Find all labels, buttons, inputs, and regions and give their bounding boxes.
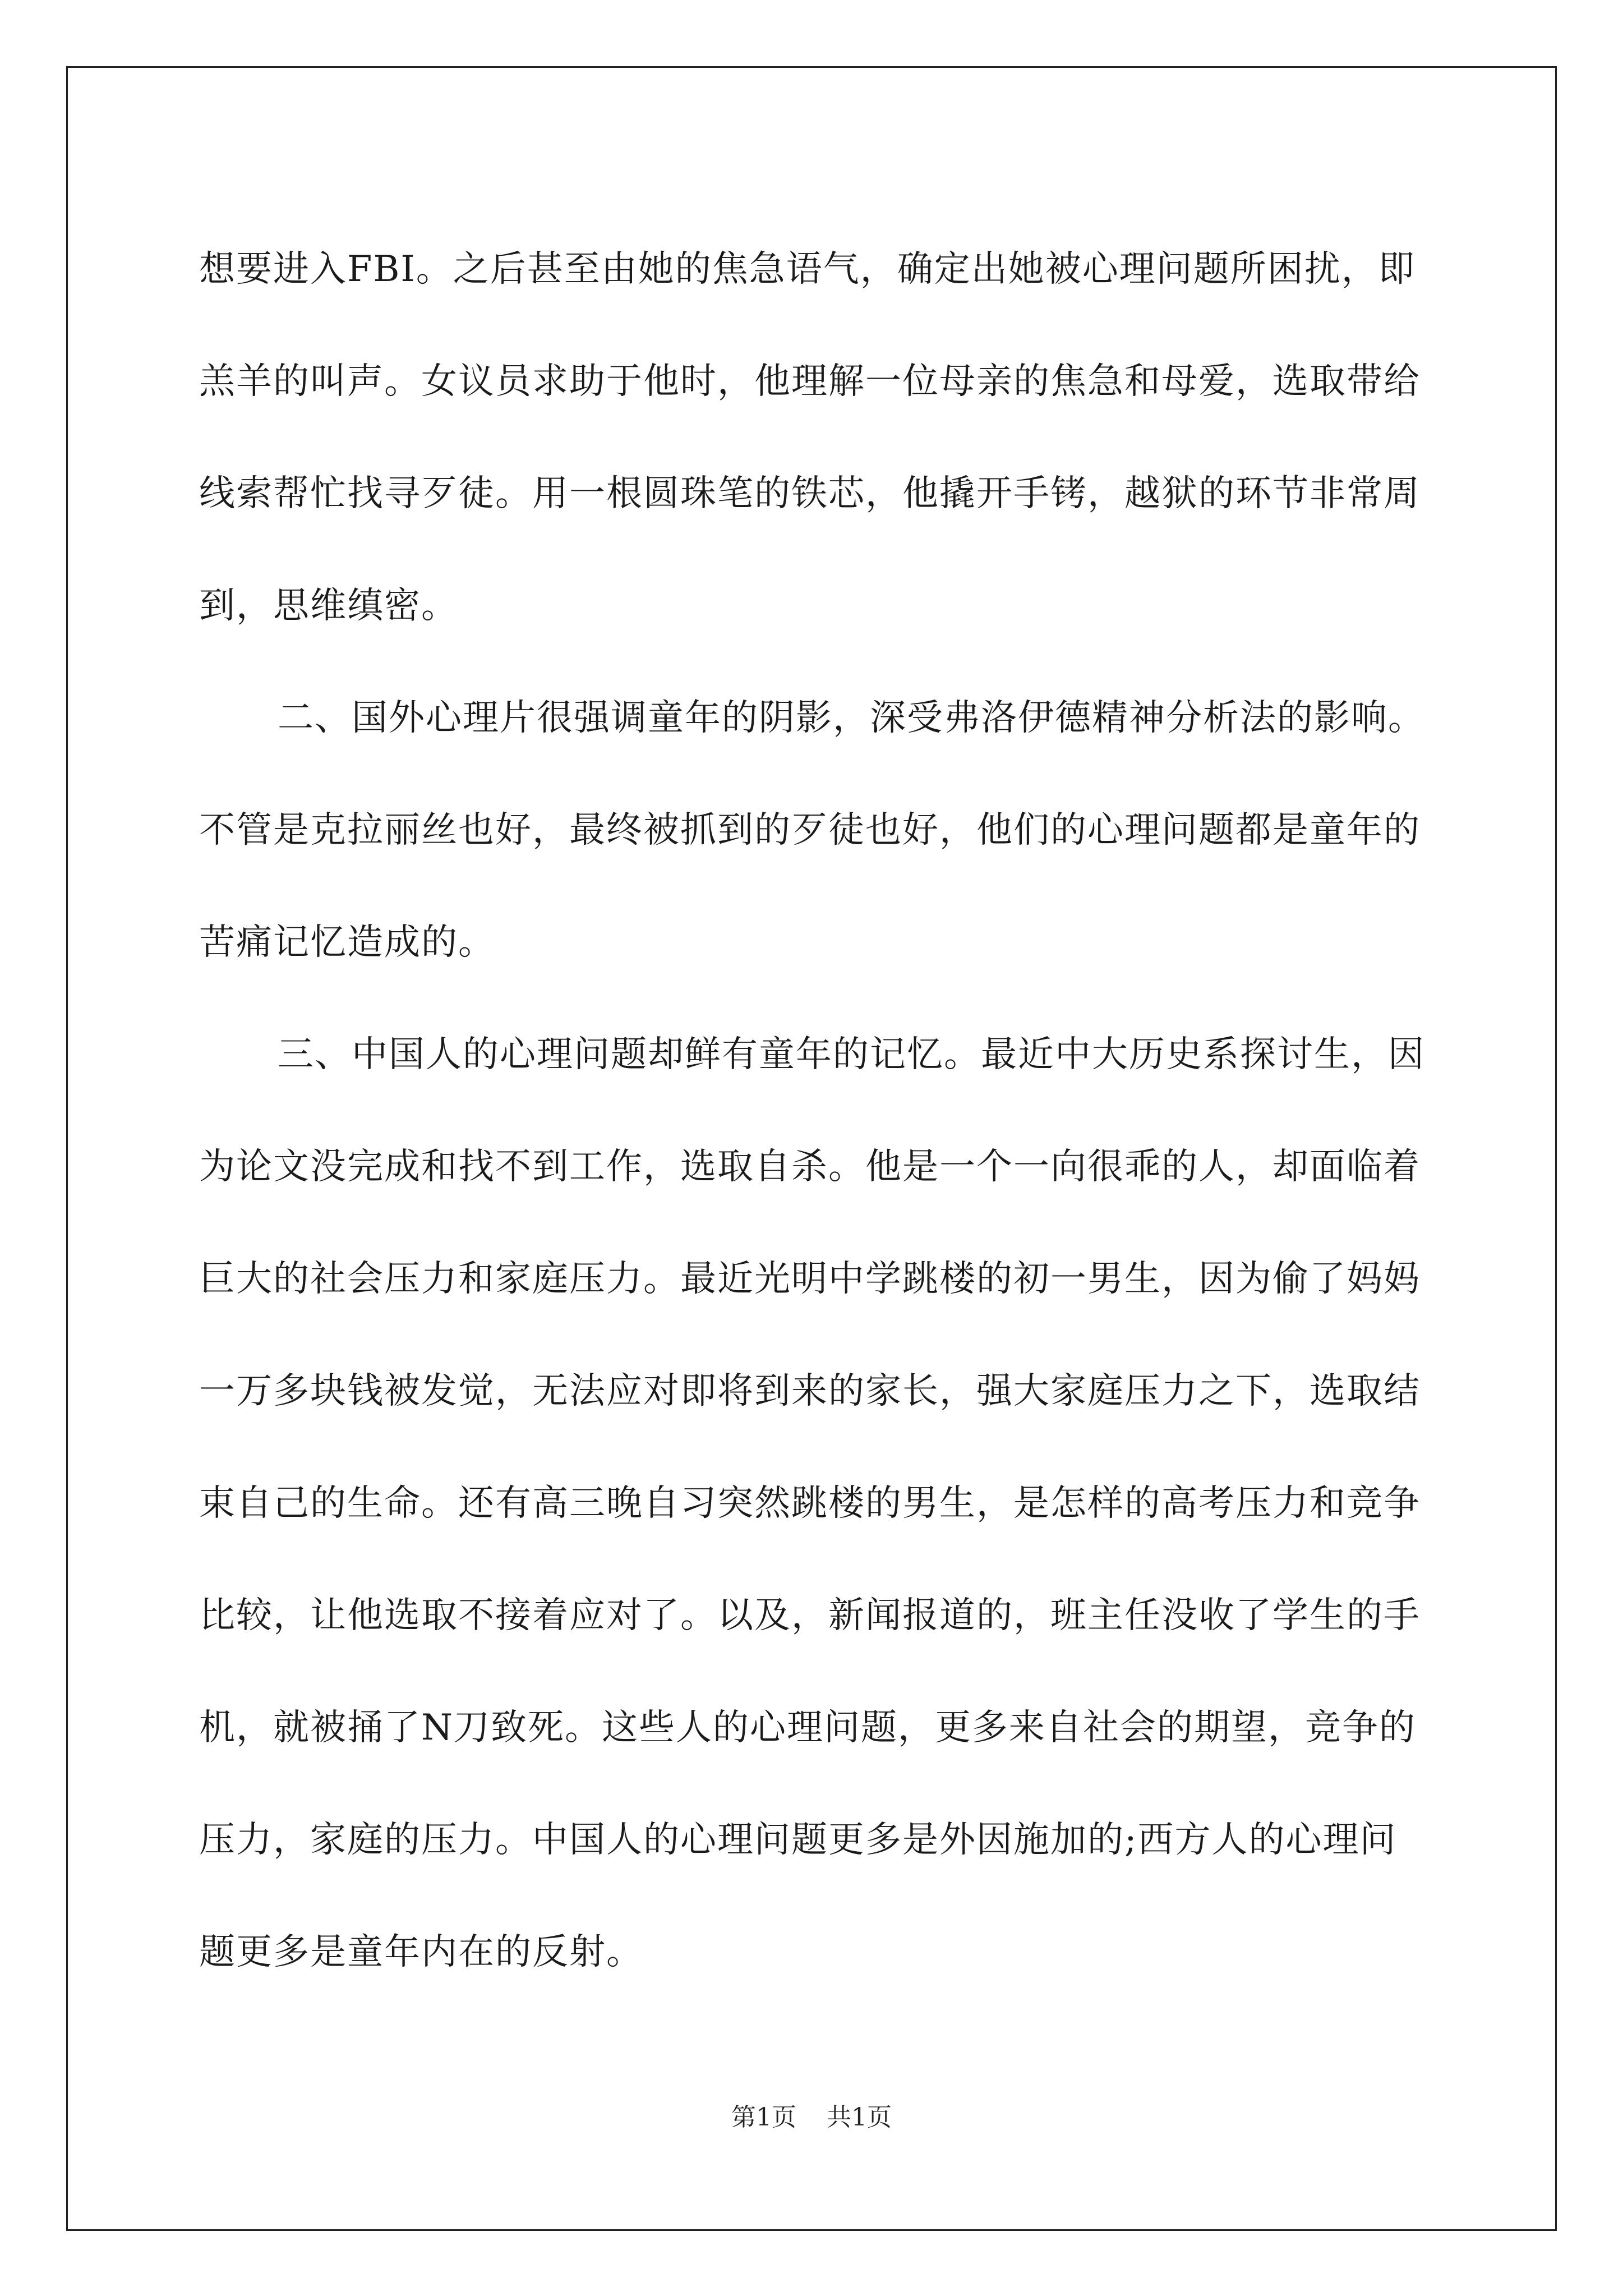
page-footer xyxy=(0,2101,1623,2134)
paragraph-3: 三、中国人的心理问题却鲜有童年的记忆。最近中大历史系探讨生，因为论文没完成和找不到工作，选取自杀。他是一个一向很乖的人，却面临着巨大的社会压力和家庭压力。最近光明中学跳楼的初一男生，因为偷了妈妈一万多块钱被发觉，无法应对即将到来的家长，强大家庭压力之下，选取结束自己的生命。还有高三晚自习突然跳楼的男生，是怎样的高考压力和竞争比较，让他选取不接着应对了。以及，新闻报道的，班主任没收了学生的手机，就被捅了N刀致死。这些人的心理问题，更多来自社会的期望，竞争的压力，家庭的压力。中国人的心理问题更多是外因施加的;西方人的心理问题更多是童年内在的反射。 xyxy=(199,1034,1425,1973)
paragraph-1: 想要进入FBI。之后甚至由她的焦急语气，确定出她被心理问题所困扰，即羔羊的叫声。女议员求助于他时，他理解一位母亲的焦急和母爱，选取带给线索帮忙找寻歹徒。用一根圆珠笔的铁芯，他撬开手铐，越狱的环节非常周到，思维缜密。 xyxy=(199,249,1421,627)
page-total: 共1页 xyxy=(827,2103,892,2132)
page-number: 第1页 xyxy=(731,2103,796,2132)
document-body xyxy=(199,213,1433,2008)
paragraph-2: 二、国外心理片很强调童年的阴影，深受弗洛伊德精神分析法的影响。不管是克拉丽丝也好，最终被抓到的歹徒也好，他们的心理问题都是童年的苦痛记忆造成的。 xyxy=(199,697,1425,963)
